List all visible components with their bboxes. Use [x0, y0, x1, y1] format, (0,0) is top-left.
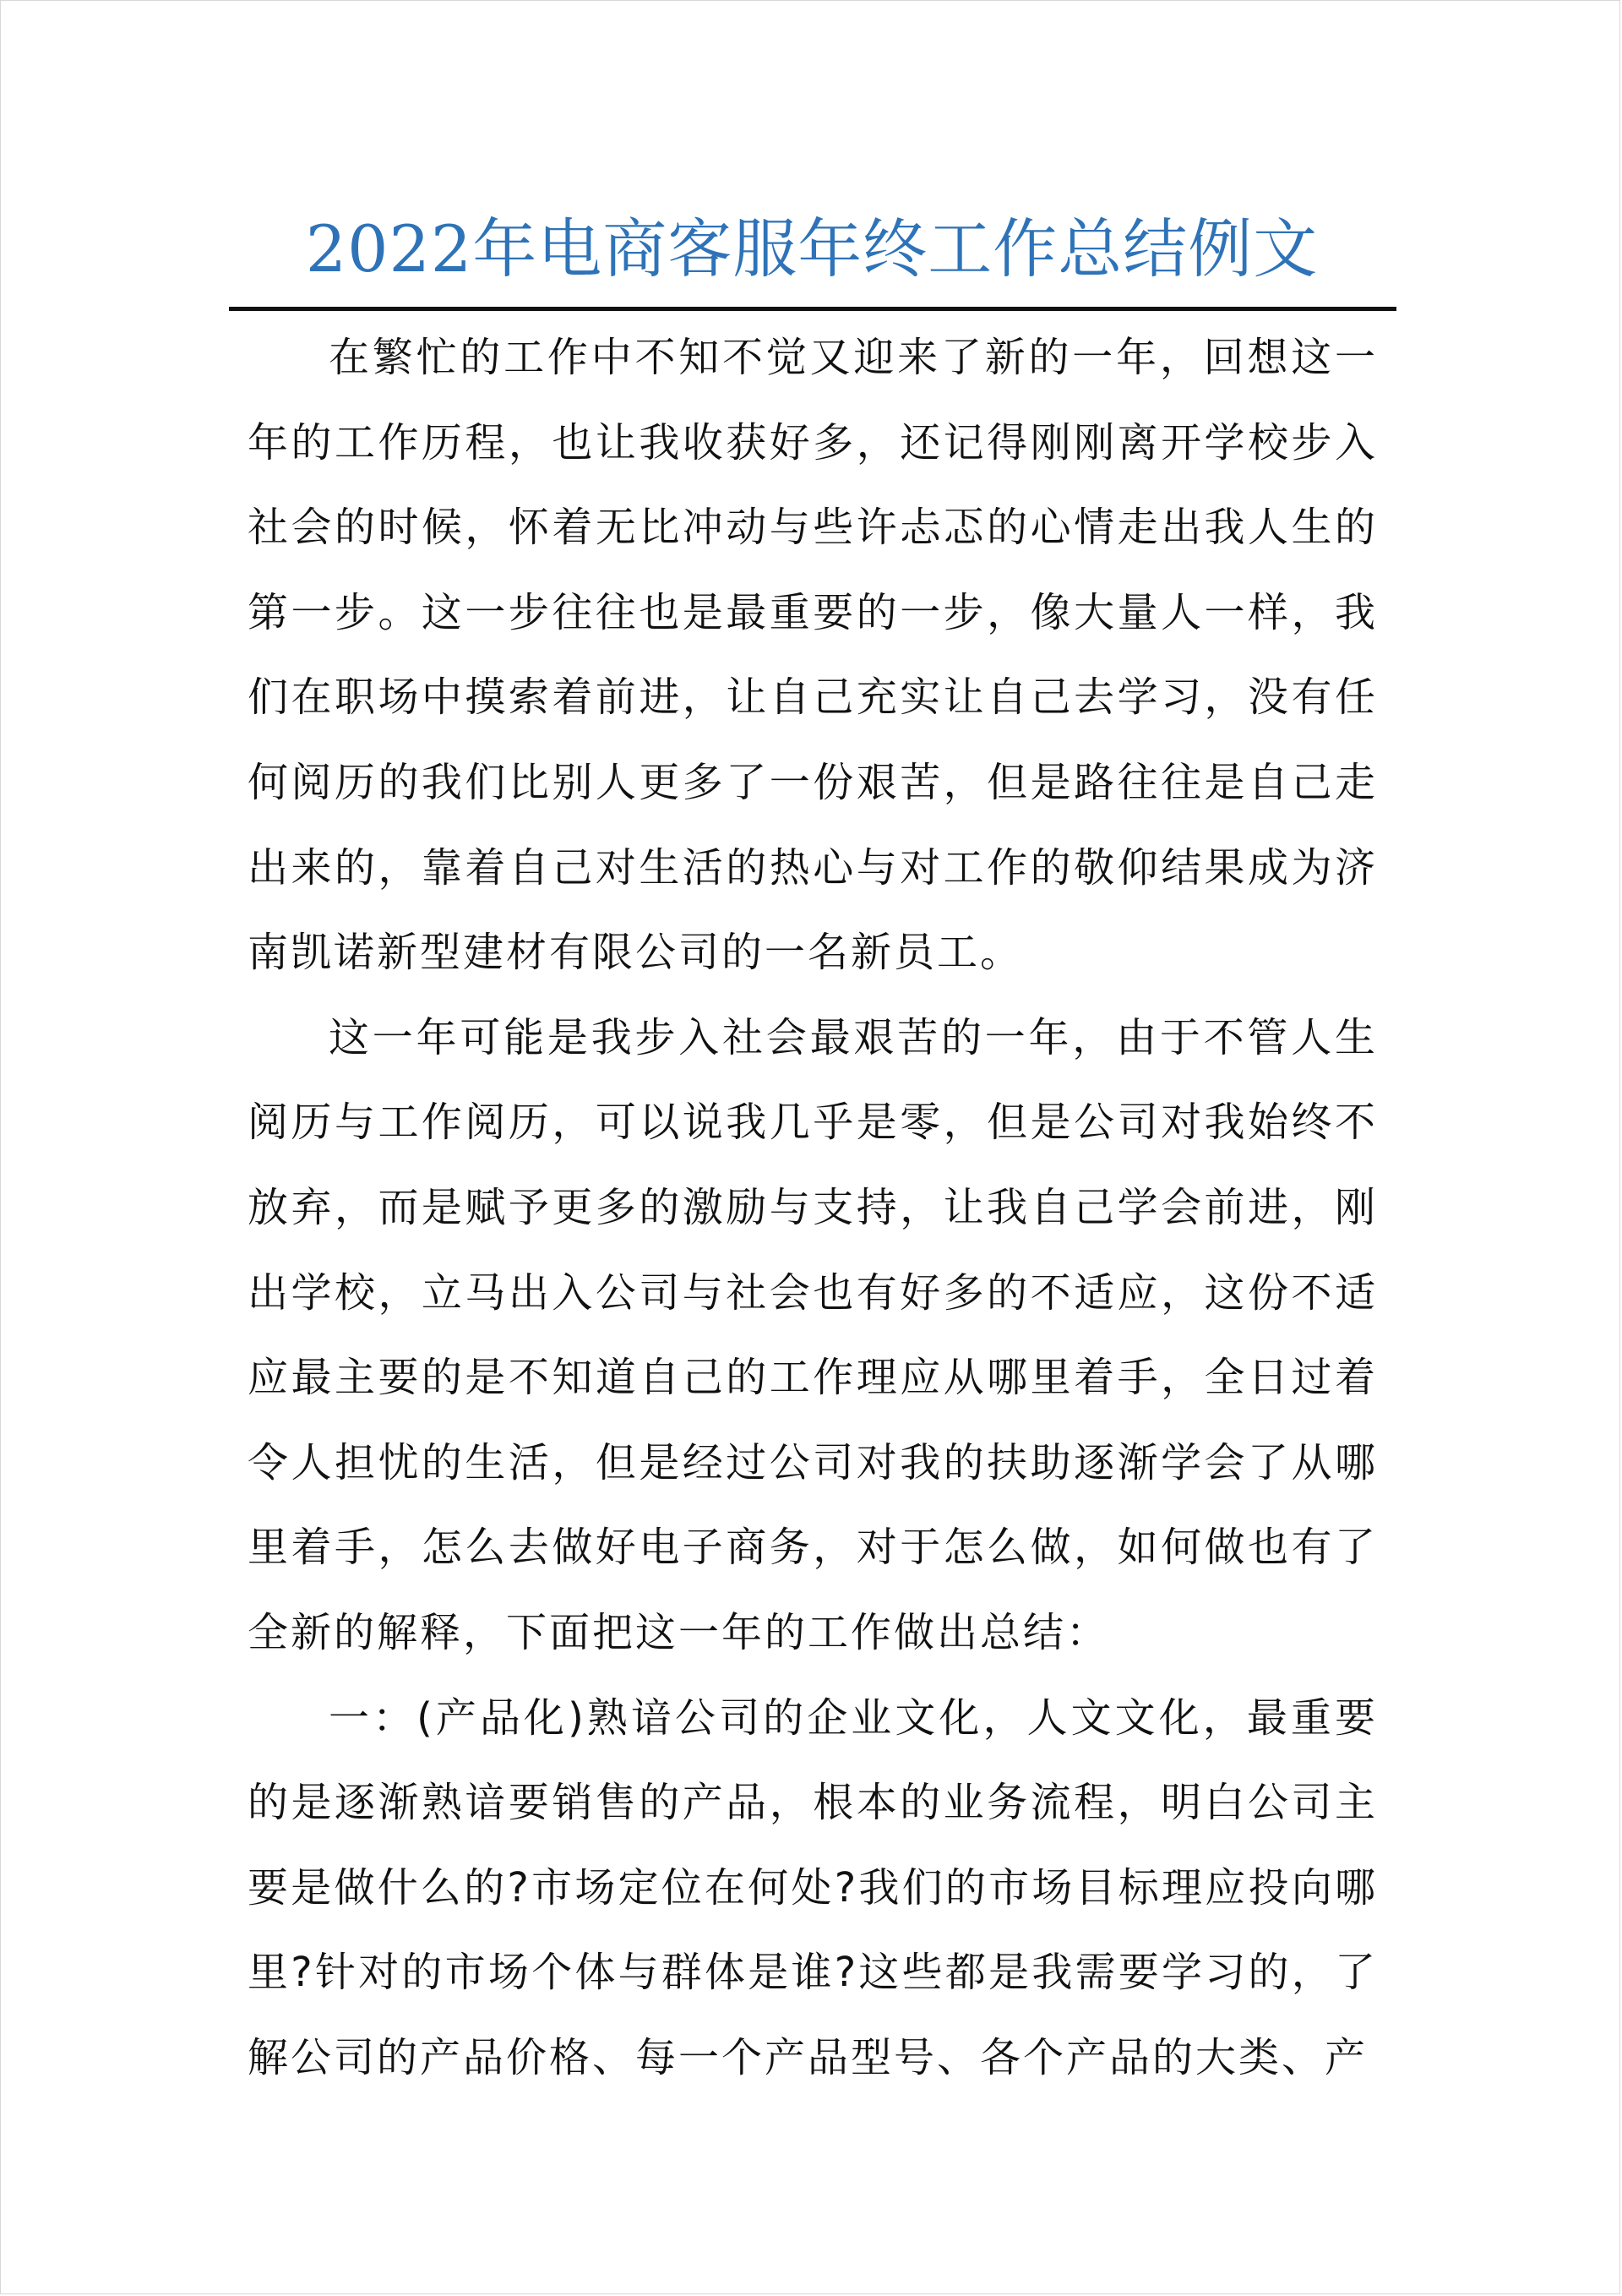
- document-body: [248, 315, 1378, 2174]
- document-title: 2022年电商客服年终工作总结例文: [305, 211, 1319, 286]
- paragraph-3: 一：(产品化)熟谙公司的企业文化，人文文化，最重要的是逐渐熟谙要销售的产品，根本的业务流程，明白公司主要是做什么的?市场定位在何处?我们的市场目标理应投向哪里?针对的市场个体与群体是谁?这些都是我需要学习的，了解公司的产品价格、每一个产品型号、各个产品的大类、产: [248, 1693, 1378, 2081]
- paragraph-1: 在繁忙的工作中不知不觉又迎来了新的一年，回想这一年的工作历程，也让我收获好多，还记得刚刚离开学校步入社会的时候，怀着无比冲动与些许忐忑的心情走出我人生的第一步。这一步往往也是最重要的一步，像大量人一样，我们在职场中摸索着前进，让自己充实让自己去学习，没有任何阅历的我们比别人更多了一份艰苦，但是路往往是自己走出来的，靠着自己对生活的热心与对工作的敬仰结果成为济南凯诺新型建材有限公司的一名新员工。: [248, 334, 1378, 977]
- title-underline: [229, 307, 1396, 311]
- paragraph-2: 这一年可能是我步入社会最艰苦的一年，由于不管人生阅历与工作阅历，可以说我几乎是零，但是公司对我始终不放弃，而是赋予更多的激励与支持，让我自己学会前进，刚出学校，立马出入公司与社会也有好多的不适应，这份不适应最主要的是不知道自己的工作理应从哪里着手，全日过着令人担忧的生活，但是经过公司对我的扶助逐渐学会了从哪里着手，怎么去做好电子商务，对于怎么做，如何做也有了全新的解释，下面把这一年的工作做出总结：: [248, 1013, 1378, 1656]
